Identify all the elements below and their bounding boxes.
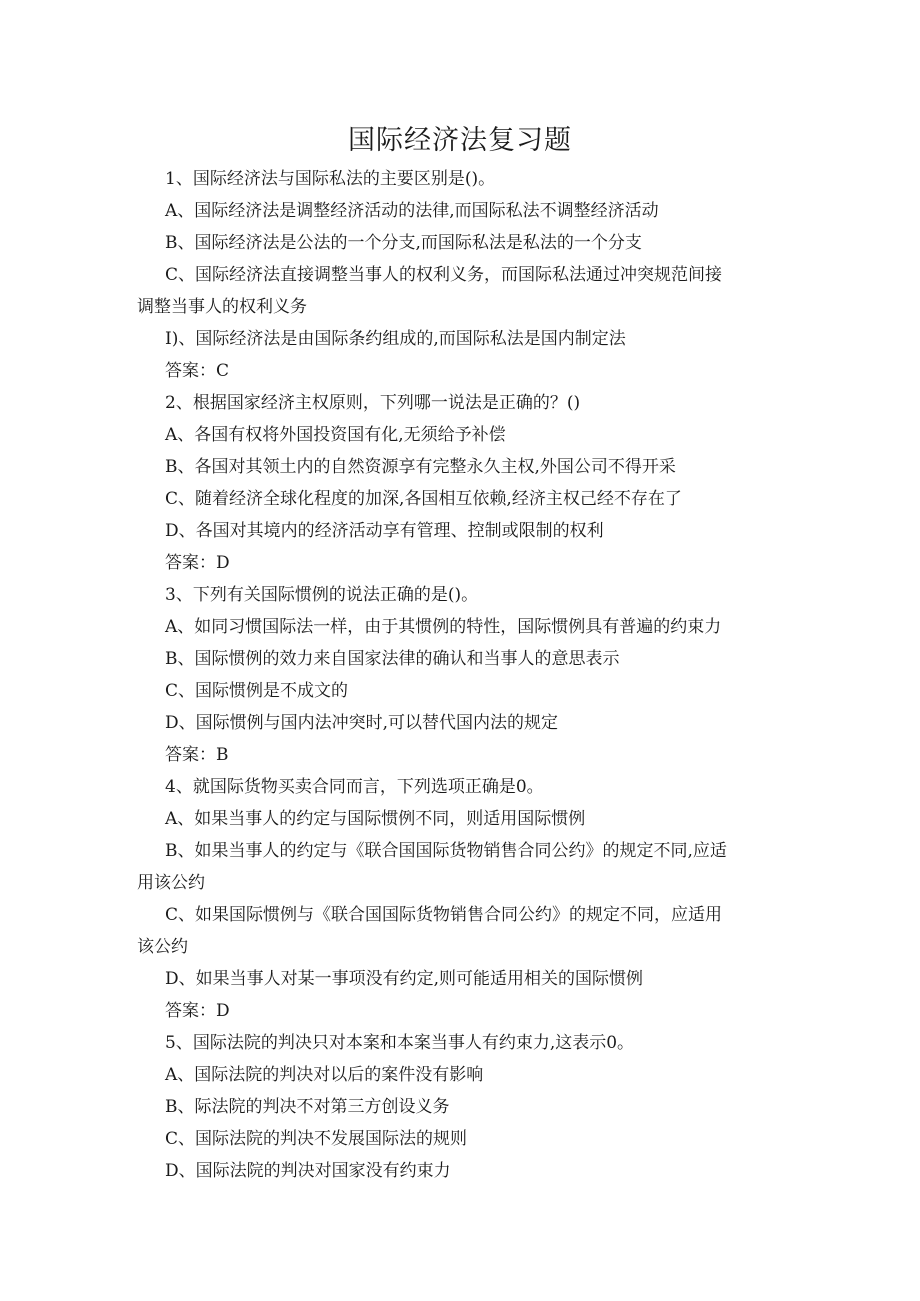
text-line: B、国际惯例的效力来自国家法律的确认和当事人的意思表示 [165,649,620,669]
text-line: B、各国对其领土内的自然资源享有完整永久主权,外国公司不得开采 [165,457,676,477]
text-line: A、如果当事人的约定与国际惯例不同，则适用国际惯例 [165,809,586,829]
text-line: I)、国际经济法是由国际条约组成的,而国际私法是国内制定法 [165,329,626,349]
text-line: 答案：D [165,1001,230,1021]
text-line: 3、下列有关国际惯例的说法正确的是()。 [165,585,479,605]
text-line: C、国际惯例是不成文的 [165,681,349,701]
text-line: B、国际经济法是公法的一个分支,而国际私法是私法的一个分支 [165,233,642,253]
document-title: 国际经济法复习题 [348,125,572,156]
text-line: C、随着经济全球化程度的加深,各国相互依赖,经济主权己经不存在了 [165,489,682,509]
text-line: A、国际法院的判决对以后的案件没有影响 [165,1065,484,1085]
text-line: 答案：D [165,553,230,573]
text-line: 答案：B [165,745,229,765]
text-line: A、如同习惯国际法一样，由于其惯例的特性，国际惯例具有普遍的约束力 [165,617,722,637]
text-line: 1、国际经济法与国际私法的主要区别是()。 [165,169,496,189]
text-line: 5、国际法院的判决只对本案和本案当事人有约束力,这表示0。 [165,1033,635,1053]
text-line: B、如果当事人的约定与《联合国国际货物销售合同公约》的规定不同,应适 [165,841,727,861]
text-line: D、各国对其境内的经济活动享有管理、控制或限制的权利 [165,521,604,541]
text-line: 调整当事人的权利义务 [137,297,307,317]
text-line: 4、就国际货物买卖合同而言，下列选项正确是0。 [165,777,544,797]
text-line: 答案：C [165,361,230,381]
text-line: C、如果国际惯例与《联合国国际货物销售合同公约》的规定不同，应适用 [165,905,723,925]
text-line: C、国际经济法直接调整当事人的权利义务，而国际私法通过冲突规范间接 [165,265,723,285]
text-line: A、国际经济法是调整经济活动的法律,而国际私法不调整经济活动 [165,201,659,221]
text-line: D、国际惯例与国内法冲突时,可以替代国内法的规定 [165,713,559,733]
text-line: B、际法院的判决不对第三方创设义务 [165,1097,450,1117]
text-line: A、各国有权将外国投资国有化,无须给予补偿 [165,425,506,445]
text-line: D、如果当事人对某一事项没有约定,则可能适用相关的国际惯例 [165,969,644,989]
text-line: C、国际法院的判决不发展国际法的规则 [165,1129,468,1149]
document-body [0,163,920,1187]
text-line: 2、根据国家经济主权原则，下列哪一说法是正确的？() [165,393,581,413]
text-line: 该公约 [137,937,188,957]
text-line: 用该公约 [137,873,205,893]
text-line: D、国际法院的判决对国家没有约束力 [165,1161,451,1181]
